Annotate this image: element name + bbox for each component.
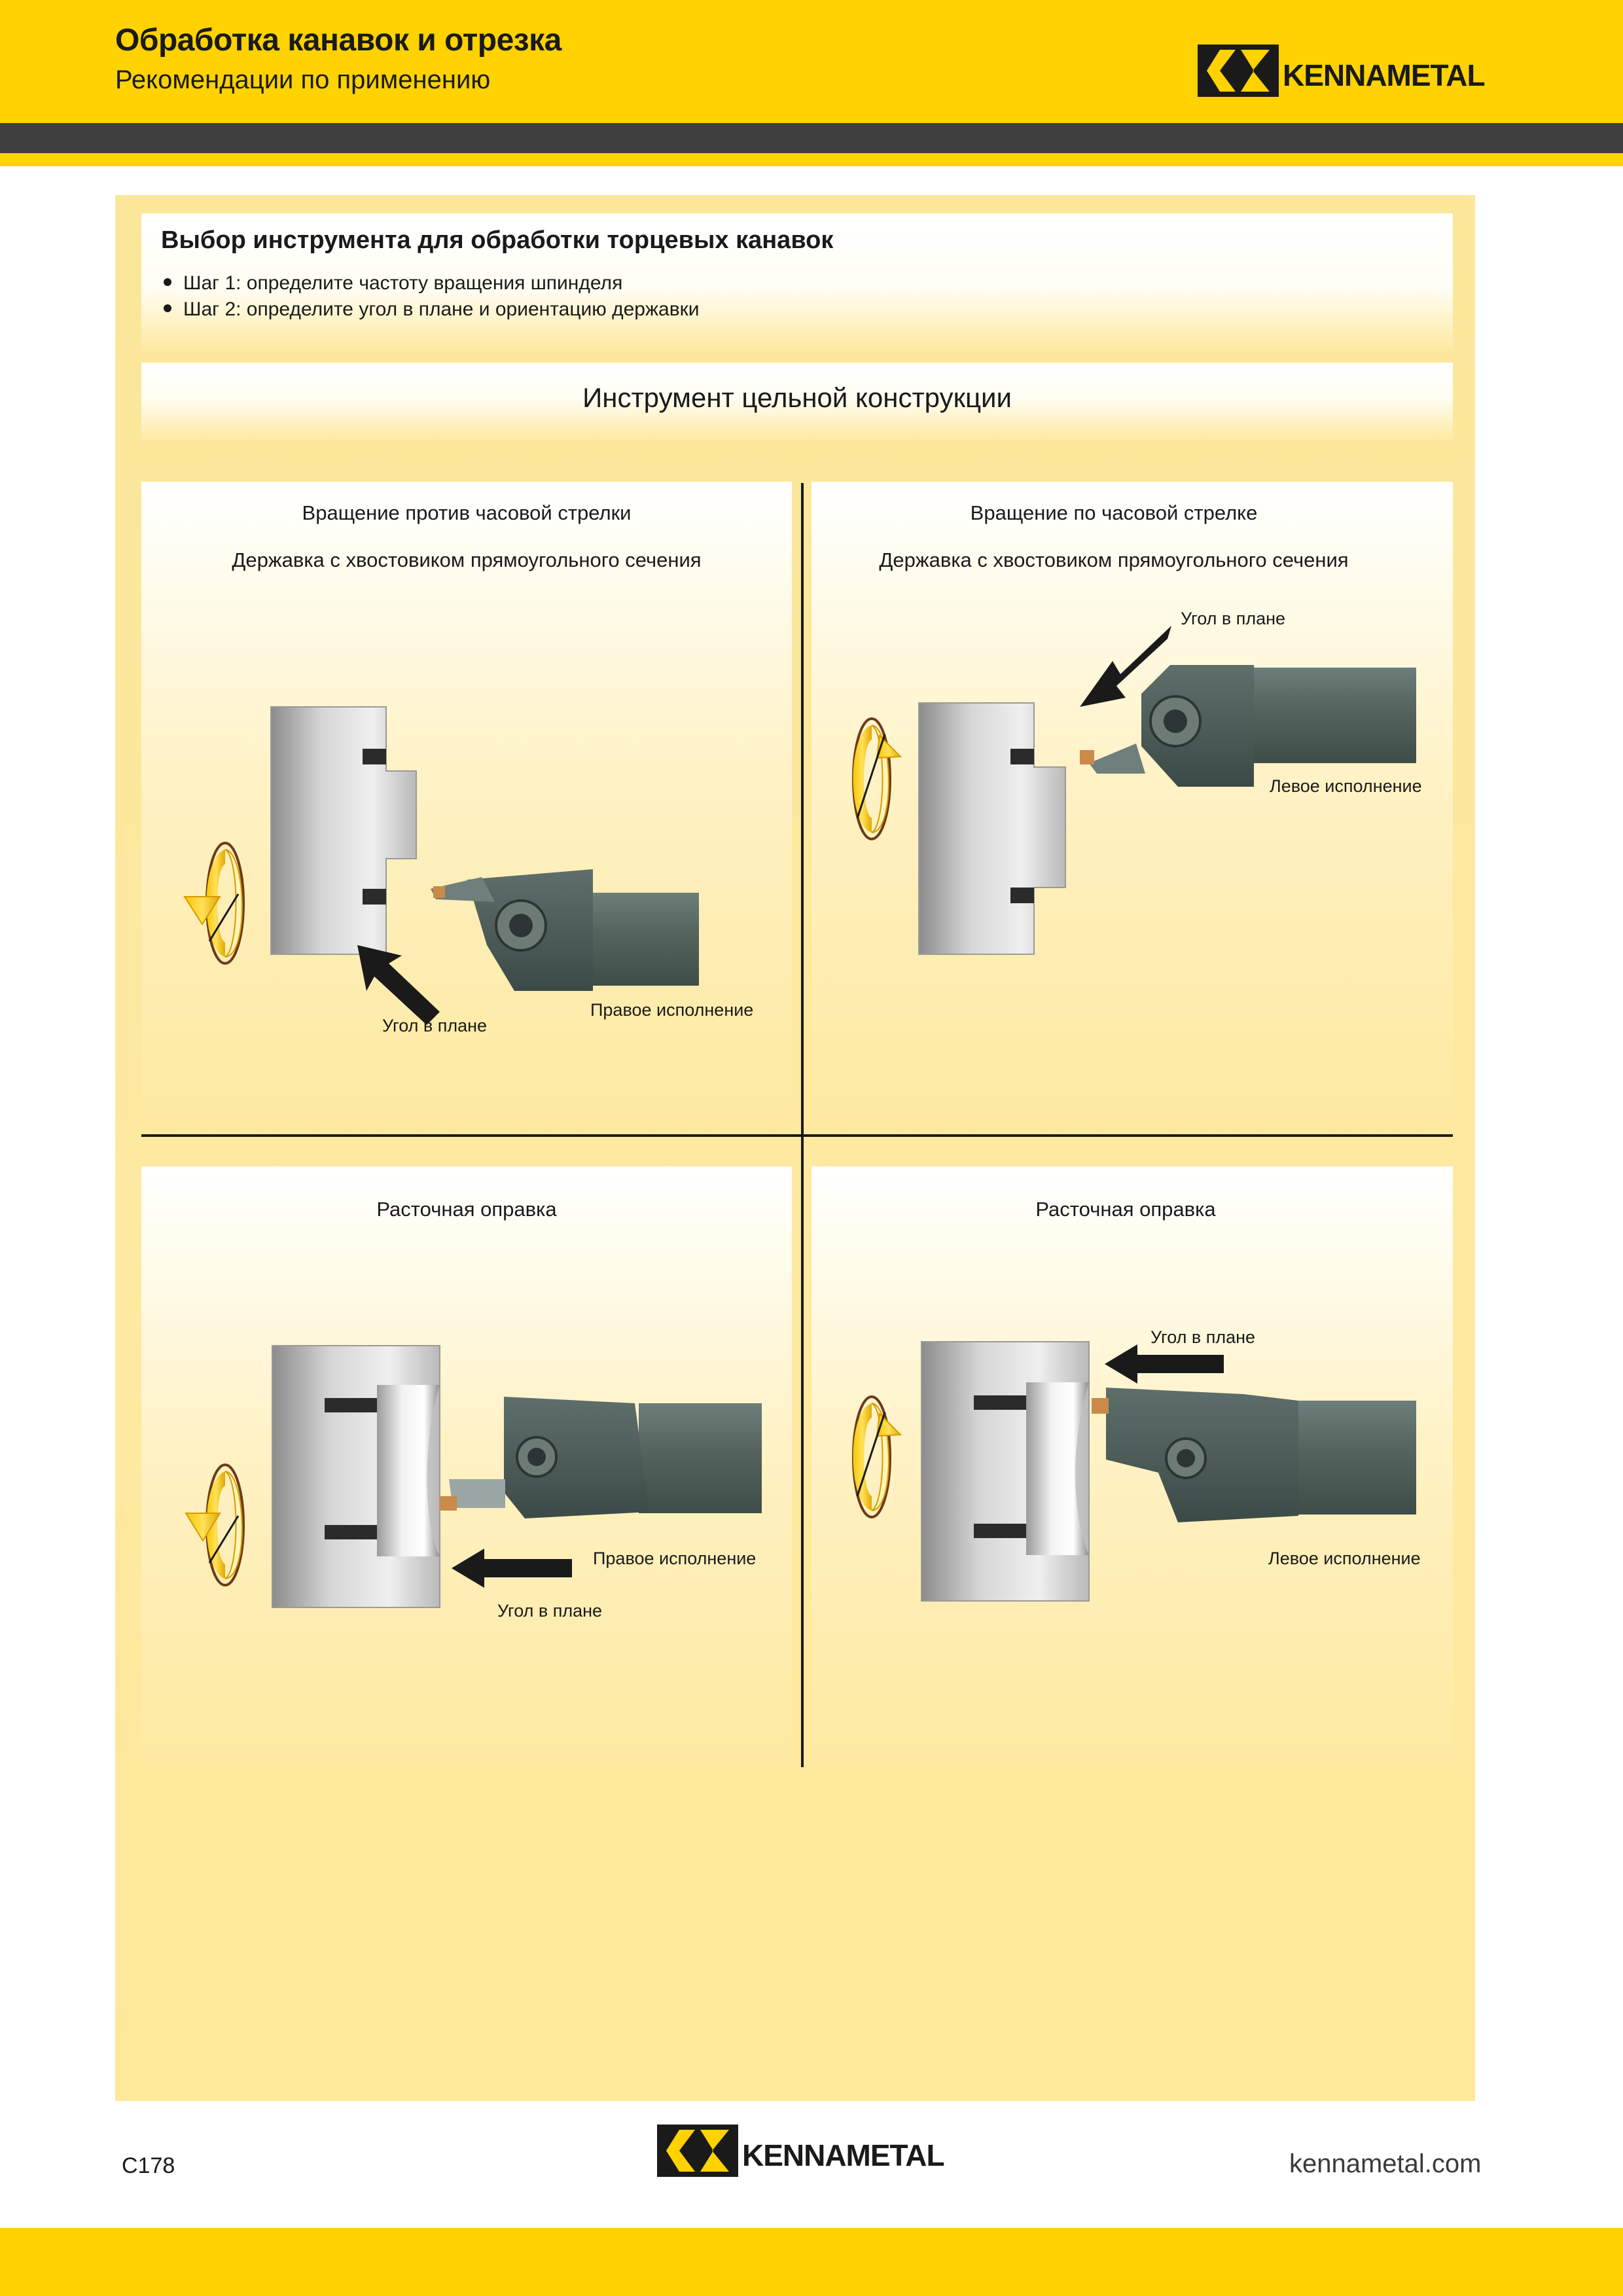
left-hand-label: Левое исполнение — [1270, 776, 1422, 796]
approach-angle-arrow-icon — [357, 945, 440, 1025]
left-hand-label: Левое исполнение — [1268, 1549, 1421, 1568]
holder-square-shank-label: Державка с хвостовиком прямоугольного сечения — [879, 548, 1349, 571]
approach-angle-arrow-icon — [452, 1549, 572, 1588]
workpiece-bore-icon — [921, 1342, 1089, 1601]
tool-holder-right-hand-icon — [431, 869, 699, 991]
approach-angle-label: Угол в плане — [497, 1601, 603, 1621]
header-logo — [1198, 45, 1485, 97]
approach-angle-label: Угол в плане — [382, 1016, 488, 1035]
intro-heading: Выбор инструмента для обработки торцевых канавок — [161, 226, 834, 254]
vertical-divider — [801, 483, 804, 1767]
rotation-cw-icon — [853, 1397, 901, 1517]
approach-angle-label: Угол в плане — [1181, 609, 1286, 628]
main-panel — [115, 195, 1475, 2101]
step-text: Шаг 1: определите частоту вращения шпинделя — [183, 272, 623, 294]
boring-bar-label: Расточная оправка — [1035, 1198, 1216, 1221]
approach-angle-arrow-icon — [1105, 1344, 1224, 1384]
holder-square-shank-label: Державка с хвостовиком прямоугольного сечения — [232, 548, 702, 571]
page-number: C178 — [122, 2153, 175, 2178]
boring-bar-left-hand-icon — [1092, 1388, 1416, 1522]
bullet-icon — [164, 278, 171, 286]
right-hand-label: Правое исполнение — [593, 1549, 757, 1568]
bullet-icon — [164, 304, 171, 312]
footer-band — [0, 2228, 1623, 2296]
footer-logo — [657, 2125, 944, 2177]
kennametal-k-logo-icon — [657, 2125, 738, 2177]
rotation-cw-label: Вращение по часовой стрелке — [970, 501, 1258, 524]
cw-boring-bar-illustration — [812, 1316, 1453, 1617]
rotation-cw-icon — [853, 719, 901, 839]
horizontal-divider — [141, 1134, 1453, 1137]
ccw-square-shank-illustration — [141, 681, 792, 1047]
website-link[interactable]: kennametal.com — [1289, 2149, 1482, 2178]
kennametal-k-logo-icon — [1198, 45, 1279, 97]
tool-holder-left-hand-icon — [1080, 665, 1416, 787]
right-hand-label: Правое исполнение — [590, 1000, 754, 1020]
step-item — [164, 298, 700, 321]
footer-logo-text: KENNAMETAL — [742, 2138, 944, 2172]
workpiece-bore-icon — [272, 1346, 440, 1607]
rotation-ccw-icon — [185, 843, 243, 963]
ccw-boring-bar-illustration — [141, 1335, 792, 1636]
document-subtitle: Рекомендации по применению — [115, 65, 491, 94]
workpiece-icon — [271, 707, 416, 954]
header-yellow-stripe — [0, 153, 1623, 166]
rotation-ccw-label: Вращение против часовой стрелки — [302, 501, 632, 524]
header-dark-stripe — [0, 123, 1623, 153]
approach-angle-label: Угол в плане — [1150, 1327, 1256, 1347]
step-text: Шаг 2: определите угол в плане и ориентацию державки — [183, 298, 700, 320]
boring-bar-label: Расточная оправка — [376, 1198, 557, 1221]
document-title: Обработка канавок и отрезка — [115, 23, 562, 58]
step-item — [164, 272, 622, 295]
boring-bar-right-hand-icon — [440, 1397, 762, 1518]
workpiece-icon — [919, 703, 1065, 954]
header-logo-text: KENNAMETAL — [1283, 58, 1485, 92]
rotation-ccw-icon — [186, 1465, 243, 1585]
section-title: Инструмент цельной конструкции — [582, 382, 1012, 413]
